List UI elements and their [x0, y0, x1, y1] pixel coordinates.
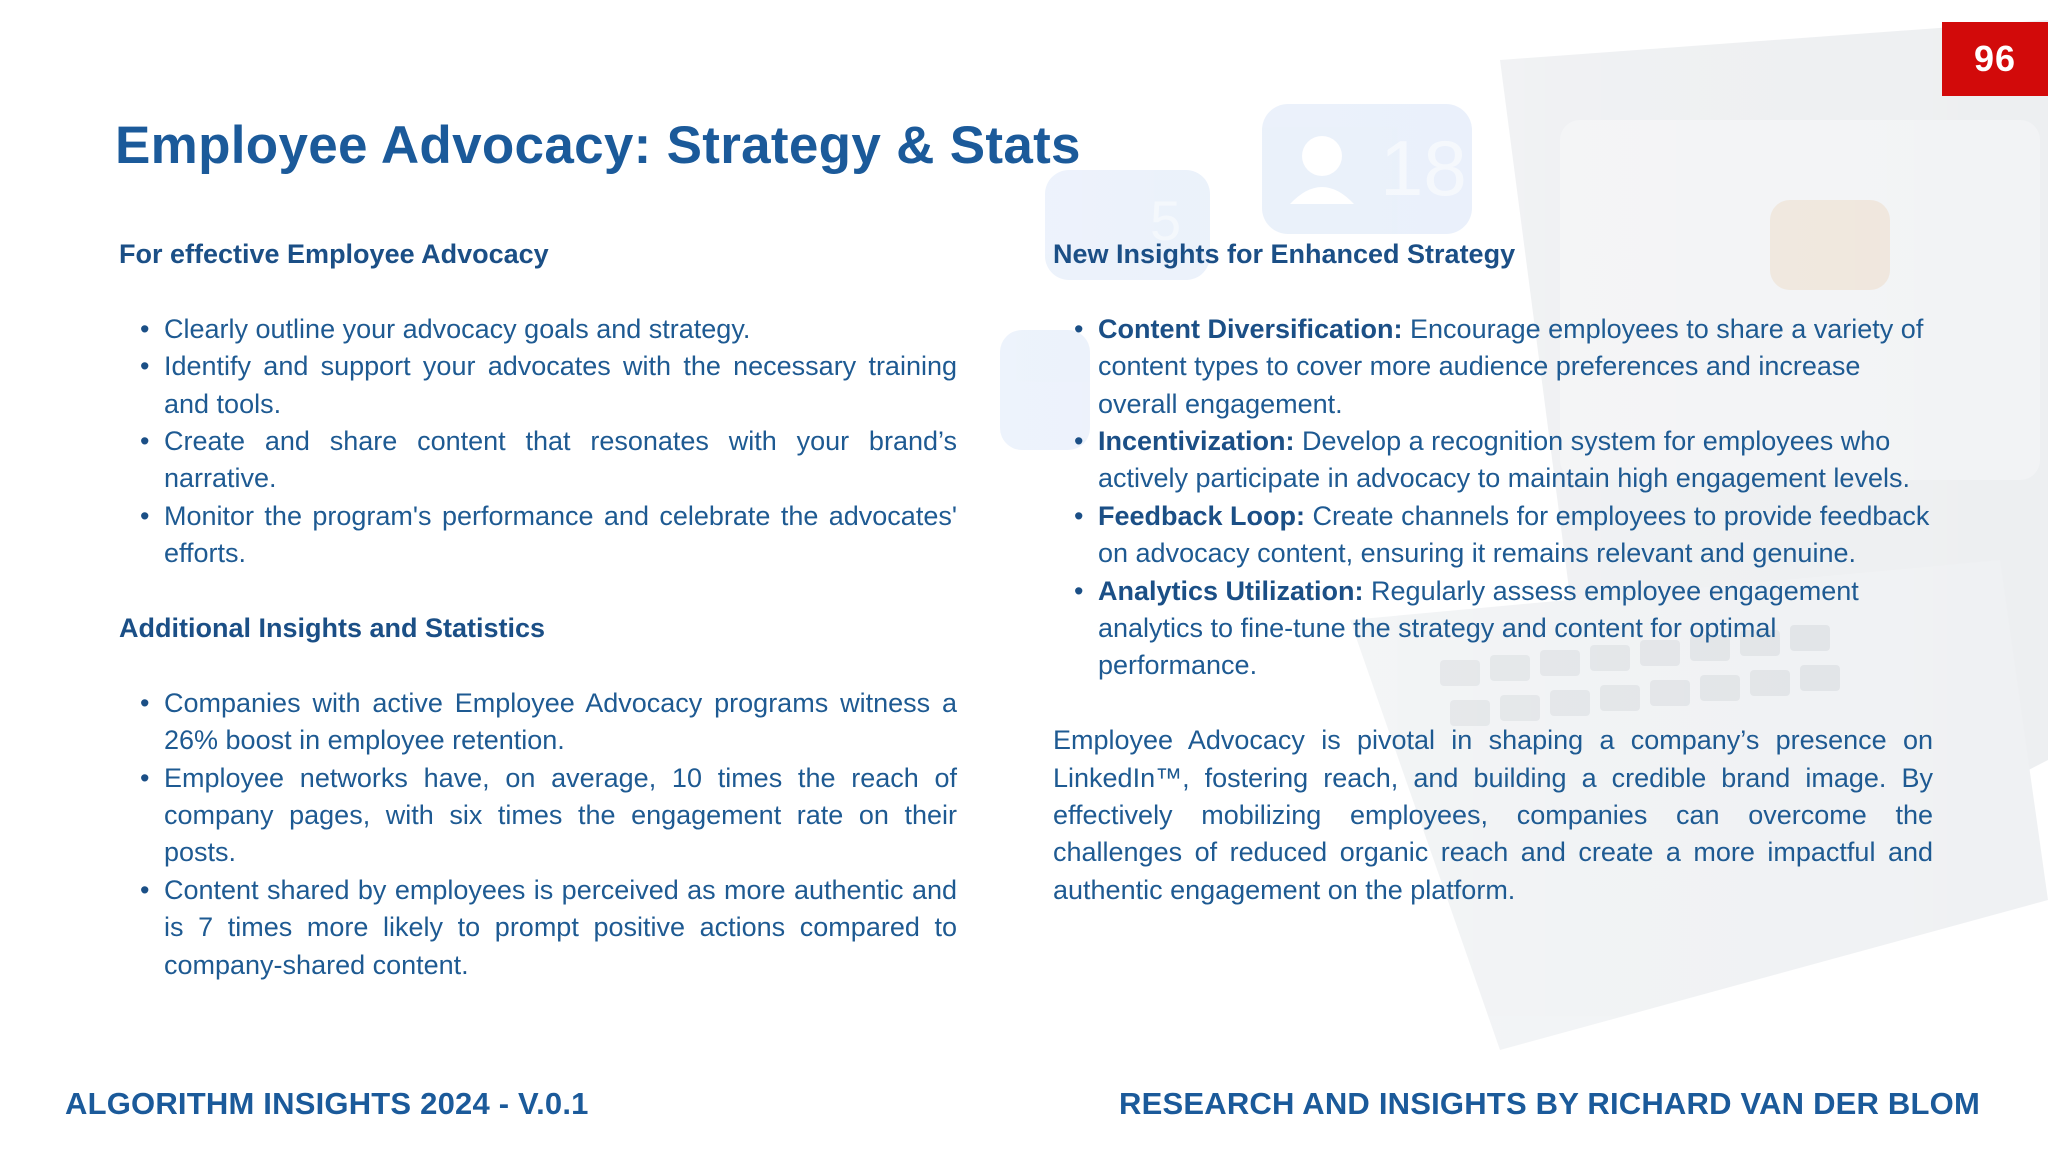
list-item: • Identify and support your advocates with the necessary training and tools. [164, 348, 957, 423]
list-item: • Companies with active Employee Advocacy programs witness a 26% boost in employee retention. [164, 685, 957, 760]
left-column [119, 236, 957, 984]
footer-author-credit: RESEARCH AND INSIGHTS BY RICHARD VAN DER BLOM [1119, 1086, 1980, 1121]
advocacy-steps-list [119, 311, 957, 573]
page-number-badge: 96 [1942, 22, 2048, 96]
list-item [1098, 498, 1933, 573]
list-item: • Create and share content that resonates with your brand’s narrative. [164, 423, 957, 498]
insight-text: Develop a recognition system for employees who actively participate in advocacy to maintain high engagement levels. [1098, 426, 1910, 494]
insight-term: Incentivization: [1098, 426, 1295, 456]
insight-text: Create channels for employees to provide feedback on advocacy content, ensuring it remains relevant and genuine. [1098, 500, 1930, 569]
insight-term: Feedback Loop: [1098, 500, 1306, 531]
list-item: • Monitor the program's performance and celebrate the advocates' efforts. [164, 498, 957, 573]
insight-text: Encourage employees to share a variety of content types to cover more audience preferences and increase overall engagement. [1098, 313, 1924, 419]
right-column [1053, 236, 1933, 909]
background-count-5: 5 [1150, 189, 1182, 252]
list-item [1098, 423, 1933, 498]
closing-paragraph: Employee Advocacy is pivotal in shaping a company’s presence on LinkedIn™, fostering reach, and building a credible brand image. By effectively mobilizing employees, companies can overcome the challenges of reduced organic reach and create a more impactful and authentic engagement on the platform. [1053, 725, 1933, 905]
background-count-18: 18 [1380, 124, 1467, 212]
insight-term: Content Diversification: [1098, 313, 1403, 344]
insight-text: Regularly assess employee engagement analytics to fine-tune the strategy and content for optimal performance. [1098, 575, 1859, 681]
list-item: • Clearly outline your advocacy goals and strategy. [164, 311, 957, 348]
section-heading-new-insights: New Insights for Enhanced Strategy [1053, 239, 1516, 269]
list-item: • Content shared by employees is perceived as more authentic and is 7 times more likely to prompt positive actions compared to company-shared content. [164, 872, 957, 984]
page-title: Employee Advocacy: Strategy & Stats [115, 116, 1081, 175]
insight-term: Analytics Utilization: [1098, 575, 1364, 606]
list-item [1098, 311, 1933, 423]
footer-document-version: ALGORITHM INSIGHTS 2024 - V.0.1 [65, 1086, 589, 1121]
list-item [1098, 573, 1933, 685]
list-item: • Employee networks have, on average, 10 times the reach of company pages, with six times the engagement rate on their posts. [164, 760, 957, 872]
statistics-list [119, 685, 957, 984]
section-heading-effective-advocacy: For effective Employee Advocacy [119, 239, 549, 269]
strategy-insights-list [1053, 311, 1933, 685]
section-heading-additional-insights: Additional Insights and Statistics [119, 613, 546, 644]
